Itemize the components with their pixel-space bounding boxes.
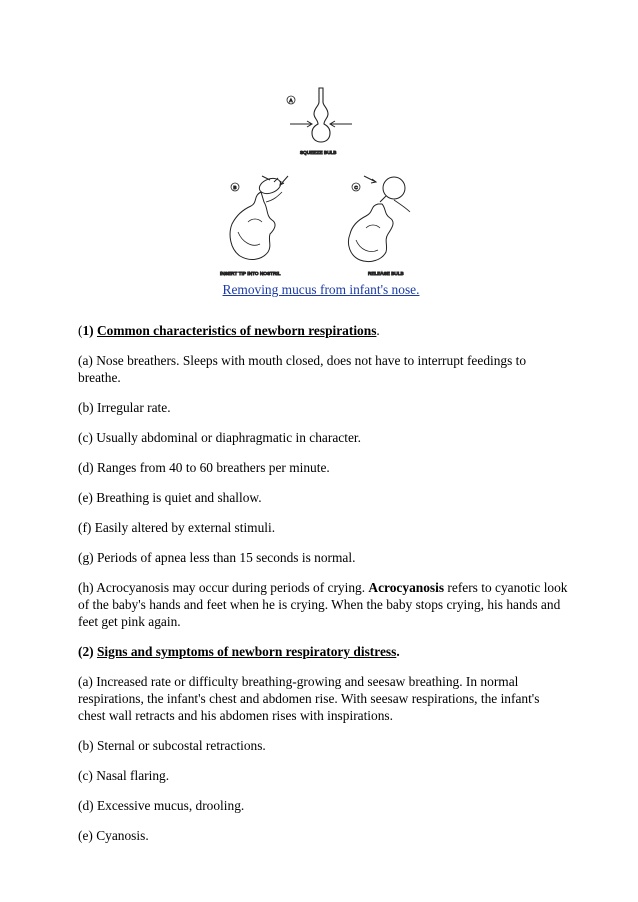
bulb-syringe-illustration [218, 84, 424, 280]
list-item: (c) Usually abdominal or diaphragmatic in character. [78, 430, 361, 445]
list-item: (d) Excessive mucus, drooling. [78, 798, 245, 813]
bulb-c [383, 177, 405, 199]
squeeze-caption: SQUEEZE BULB [300, 150, 337, 155]
document-body [78, 322, 568, 857]
list-item: (e) Breathing is quiet and shallow. [78, 490, 262, 505]
list-item: (e) Cyanosis. [78, 828, 149, 843]
bulb-a [312, 88, 330, 142]
list-item: (f) Easily altered by external stimuli. [78, 520, 276, 535]
list-item: (a) Increased rate or difficulty breathing-growing and seesaw breathing. In normal respirations, the infant's chest and abdomen rise. With seesaw respirations, the infant's chest wall retracts and his abdomen rises with inspirations. [78, 674, 540, 723]
infant-head-b [230, 192, 275, 259]
label-b: B [233, 184, 237, 190]
release-caption: RELEASE BULB [368, 271, 404, 276]
list-item: (d) Ranges from 40 to 60 breathers per minute. [78, 460, 330, 475]
infant-head-c [348, 204, 393, 262]
list-item: (c) Nasal flaring. [78, 768, 170, 783]
panel-b [220, 176, 288, 276]
section-2-heading: (2) Signs and symptoms of newborn respiratory distress. [78, 644, 400, 659]
panel-a [287, 88, 352, 155]
section-1-heading: (1) Common characteristics of newborn respirations. [78, 323, 380, 338]
figure-caption[interactable]: Removing mucus from infant's nose. [222, 282, 420, 297]
list-item-acrocyanosis: (h) Acrocyanosis may occur during periods of crying. Acrocyanosis refers to cyanotic look of the baby's hands and feet when he is crying. When the baby stops crying, his hands and feet get pink again. [78, 580, 568, 629]
list-item: (a) Nose breathers. Sleeps with mouth closed, does not have to interrupt feedings to breathe. [78, 353, 527, 385]
list-item: (g) Periods of apnea less than 15 seconds is normal. [78, 550, 356, 565]
list-item: (b) Irregular rate. [78, 400, 171, 415]
insert-caption: INSERT TIP INTO NOSTRIL [220, 271, 281, 276]
panel-c [348, 176, 410, 276]
label-c: C [354, 184, 358, 190]
list-item: (b) Sternal or subcostal retractions. [78, 738, 266, 753]
label-a: A [289, 97, 293, 103]
